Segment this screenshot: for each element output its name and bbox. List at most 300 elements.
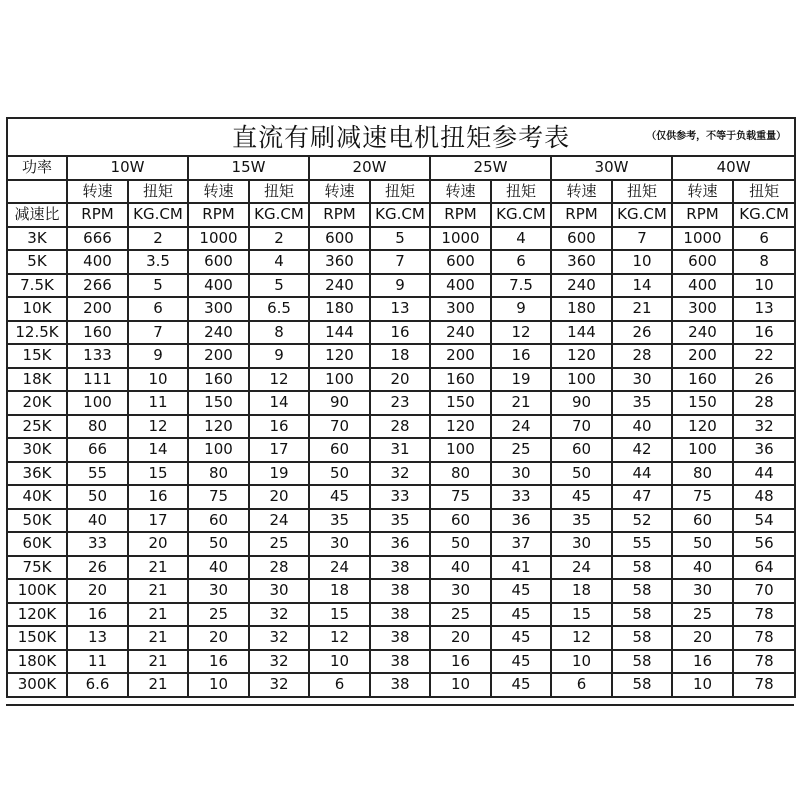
rpm-value-cell: 10 [430,673,491,697]
torque-value-cell: 78 [733,626,795,650]
torque-value-cell: 21 [128,579,188,603]
torque-value-cell: 16 [491,344,551,368]
torque-value-cell: 8 [249,321,309,345]
rpm-value-cell: 360 [309,250,370,274]
torque-value-cell: 23 [370,391,430,415]
rpm-value-cell: 600 [551,227,612,251]
kgcm-unit-cell: KG.CM [612,203,672,227]
rpm-value-cell: 150 [672,391,733,415]
title-cell [7,118,795,156]
rpm-value-cell: 60 [551,438,612,462]
table-row [7,297,795,321]
rpm-value-cell: 400 [672,274,733,298]
rpm-value-cell: 666 [67,227,128,251]
torque-reference-sheet [6,117,794,698]
table-bottom-rule [6,704,794,706]
rpm-value-cell: 30 [551,532,612,556]
rpm-value-cell: 20 [188,626,249,650]
rpm-value-cell: 30 [188,579,249,603]
torque-value-cell: 20 [370,368,430,392]
rpm-value-cell: 40 [430,556,491,580]
torque-value-cell: 2 [249,227,309,251]
torque-value-cell: 31 [370,438,430,462]
rpm-value-cell: 160 [430,368,491,392]
torque-value-cell: 44 [612,462,672,486]
rpm-unit-cell: RPM [188,203,249,227]
table-row [7,556,795,580]
torque-value-cell: 36 [370,532,430,556]
torque-value-cell: 25 [491,438,551,462]
rpm-value-cell: 80 [67,415,128,439]
table-row [7,391,795,415]
rpm-value-cell: 70 [309,415,370,439]
torque-value-cell: 47 [612,485,672,509]
torque-value-cell: 24 [491,415,551,439]
rpm-value-cell: 150 [430,391,491,415]
rpm-unit-cell: RPM [67,203,128,227]
rpm-value-cell: 80 [188,462,249,486]
torque-header-cell: 扭矩 [128,180,188,204]
rpm-value-cell: 50 [551,462,612,486]
kgcm-unit-cell: KG.CM [249,203,309,227]
kgcm-unit-cell: KG.CM [733,203,795,227]
torque-value-cell: 28 [249,556,309,580]
rpm-value-cell: 300 [672,297,733,321]
table-row [7,227,795,251]
rpm-value-cell: 400 [67,250,128,274]
rpm-value-cell: 20 [67,579,128,603]
ratio-cell: 7.5K [7,274,67,298]
rpm-value-cell: 16 [430,650,491,674]
rpm-value-cell: 200 [67,297,128,321]
torque-value-cell: 10 [612,250,672,274]
rpm-value-cell: 240 [551,274,612,298]
ratio-cell: 10K [7,297,67,321]
rpm-value-cell: 240 [188,321,249,345]
torque-value-cell: 15 [128,462,188,486]
torque-value-cell: 14 [128,438,188,462]
torque-header-cell: 扭矩 [733,180,795,204]
torque-value-cell: 21 [491,391,551,415]
ratio-cell: 30K [7,438,67,462]
rpm-value-cell: 10 [672,673,733,697]
torque-value-cell: 28 [370,415,430,439]
rpm-value-cell: 12 [551,626,612,650]
torque-value-cell: 30 [612,368,672,392]
rpm-value-cell: 160 [67,321,128,345]
table-row [7,532,795,556]
rpm-value-cell: 10 [188,673,249,697]
torque-value-cell: 30 [491,462,551,486]
ratio-cell: 75K [7,556,67,580]
rpm-value-cell: 266 [67,274,128,298]
rpm-value-cell: 600 [672,250,733,274]
torque-value-cell: 35 [612,391,672,415]
rpm-value-cell: 200 [188,344,249,368]
rpm-value-cell: 18 [309,579,370,603]
rpm-value-cell: 75 [430,485,491,509]
torque-value-cell: 45 [491,650,551,674]
rpm-value-cell: 111 [67,368,128,392]
table-row [7,250,795,274]
torque-value-cell: 9 [370,274,430,298]
rpm-value-cell: 40 [67,509,128,533]
ratio-cell: 60K [7,532,67,556]
rpm-value-cell: 12 [309,626,370,650]
torque-header-cell: 扭矩 [491,180,551,204]
rpm-value-cell: 18 [551,579,612,603]
torque-value-cell: 56 [733,532,795,556]
rpm-value-cell: 100 [309,368,370,392]
torque-value-cell: 6 [491,250,551,274]
torque-value-cell: 38 [370,579,430,603]
rpm-value-cell: 10 [309,650,370,674]
kgcm-unit-cell: KG.CM [370,203,430,227]
torque-header-cell: 扭矩 [370,180,430,204]
torque-value-cell: 5 [128,274,188,298]
rpm-value-cell: 400 [188,274,249,298]
torque-value-cell: 12 [491,321,551,345]
rpm-value-cell: 50 [309,462,370,486]
blank-header-cell [7,180,67,204]
torque-value-cell: 2 [128,227,188,251]
torque-value-cell: 14 [249,391,309,415]
torque-value-cell: 6 [733,227,795,251]
torque-value-cell: 70 [733,579,795,603]
rpm-value-cell: 360 [551,250,612,274]
rpm-value-cell: 100 [551,368,612,392]
torque-value-cell: 21 [612,297,672,321]
rpm-value-cell: 180 [309,297,370,321]
torque-value-cell: 22 [733,344,795,368]
table-row [7,485,795,509]
torque-value-cell: 58 [612,603,672,627]
rpm-value-cell: 150 [188,391,249,415]
torque-value-cell: 9 [249,344,309,368]
torque-value-cell: 4 [491,227,551,251]
rpm-value-cell: 25 [188,603,249,627]
table-row [7,438,795,462]
torque-value-cell: 17 [128,509,188,533]
rpm-value-cell: 20 [672,626,733,650]
table-row [7,415,795,439]
power-header-cell: 20W [309,156,430,180]
torque-value-cell: 24 [249,509,309,533]
power-label: 功率 [7,156,67,180]
speed-header-cell: 转速 [309,180,370,204]
rpm-value-cell: 25 [672,603,733,627]
rpm-unit-cell: RPM [672,203,733,227]
rpm-value-cell: 180 [551,297,612,321]
table-row [7,368,795,392]
ratio-cell: 120K [7,603,67,627]
torque-value-cell: 48 [733,485,795,509]
torque-value-cell: 36 [733,438,795,462]
rpm-value-cell: 60 [309,438,370,462]
rpm-value-cell: 1000 [672,227,733,251]
ratio-cell: 36K [7,462,67,486]
torque-value-cell: 64 [733,556,795,580]
torque-value-cell: 10 [128,368,188,392]
rpm-value-cell: 100 [188,438,249,462]
table-row [7,274,795,298]
rpm-value-cell: 16 [672,650,733,674]
table-row [7,321,795,345]
rpm-value-cell: 30 [430,579,491,603]
torque-value-cell: 45 [491,579,551,603]
torque-value-cell: 19 [249,462,309,486]
rpm-value-cell: 10 [551,650,612,674]
rpm-value-cell: 45 [551,485,612,509]
rpm-value-cell: 75 [188,485,249,509]
torque-value-cell: 12 [128,415,188,439]
rpm-value-cell: 24 [309,556,370,580]
torque-value-cell: 58 [612,579,672,603]
torque-value-cell: 45 [491,673,551,697]
ratio-cell: 18K [7,368,67,392]
ratio-cell: 40K [7,485,67,509]
rpm-value-cell: 120 [551,344,612,368]
torque-value-cell: 44 [733,462,795,486]
torque-value-cell: 18 [370,344,430,368]
torque-value-cell: 20 [249,485,309,509]
rpm-value-cell: 200 [430,344,491,368]
torque-value-cell: 40 [612,415,672,439]
rpm-value-cell: 50 [188,532,249,556]
power-header-cell: 30W [551,156,672,180]
torque-value-cell: 5 [249,274,309,298]
torque-value-cell: 12 [249,368,309,392]
ratio-cell: 25K [7,415,67,439]
torque-header-cell: 扭矩 [249,180,309,204]
torque-value-cell: 8 [733,250,795,274]
torque-value-cell: 19 [491,368,551,392]
power-header-cell: 25W [430,156,551,180]
rpm-value-cell: 70 [551,415,612,439]
rpm-value-cell: 133 [67,344,128,368]
torque-value-cell: 21 [128,626,188,650]
rpm-value-cell: 35 [551,509,612,533]
torque-value-cell: 4 [249,250,309,274]
torque-value-cell: 20 [128,532,188,556]
ratio-cell: 20K [7,391,67,415]
ratio-cell: 150K [7,626,67,650]
torque-value-cell: 21 [128,650,188,674]
rpm-unit-cell: RPM [551,203,612,227]
torque-value-cell: 42 [612,438,672,462]
rpm-value-cell: 40 [188,556,249,580]
rpm-value-cell: 200 [672,344,733,368]
rpm-value-cell: 16 [188,650,249,674]
torque-value-cell: 58 [612,556,672,580]
torque-value-cell: 13 [733,297,795,321]
torque-value-cell: 14 [612,274,672,298]
rpm-value-cell: 60 [430,509,491,533]
rpm-value-cell: 1000 [188,227,249,251]
torque-value-cell: 38 [370,626,430,650]
torque-value-cell: 7 [370,250,430,274]
rpm-value-cell: 55 [67,462,128,486]
ratio-cell: 12.5K [7,321,67,345]
torque-value-cell: 32 [370,462,430,486]
torque-value-cell: 28 [612,344,672,368]
rpm-value-cell: 100 [67,391,128,415]
rpm-value-cell: 26 [67,556,128,580]
rpm-value-cell: 160 [672,368,733,392]
rpm-value-cell: 50 [67,485,128,509]
rpm-value-cell: 50 [672,532,733,556]
rpm-value-cell: 33 [67,532,128,556]
power-header-cell: 40W [672,156,795,180]
torque-value-cell: 41 [491,556,551,580]
table-row [7,603,795,627]
torque-value-cell: 78 [733,673,795,697]
torque-value-cell: 7.5 [491,274,551,298]
speed-header-cell: 转速 [551,180,612,204]
ratio-cell: 5K [7,250,67,274]
rpm-value-cell: 60 [672,509,733,533]
rpm-value-cell: 300 [430,297,491,321]
torque-value-cell: 25 [249,532,309,556]
rpm-value-cell: 90 [309,391,370,415]
torque-value-cell: 54 [733,509,795,533]
ratio-cell: 15K [7,344,67,368]
torque-value-cell: 30 [249,579,309,603]
table-row [7,626,795,650]
torque-value-cell: 16 [733,321,795,345]
torque-value-cell: 32 [249,603,309,627]
rpm-value-cell: 80 [672,462,733,486]
rpm-value-cell: 30 [309,532,370,556]
torque-value-cell: 35 [370,509,430,533]
torque-value-cell: 78 [733,650,795,674]
rpm-value-cell: 24 [551,556,612,580]
ratio-cell: 180K [7,650,67,674]
torque-value-cell: 32 [733,415,795,439]
torque-value-cell: 16 [370,321,430,345]
torque-value-cell: 33 [491,485,551,509]
rpm-value-cell: 13 [67,626,128,650]
torque-value-cell: 58 [612,626,672,650]
torque-value-cell: 28 [733,391,795,415]
torque-value-cell: 6 [128,297,188,321]
torque-value-cell: 7 [612,227,672,251]
power-header-cell: 10W [67,156,188,180]
torque-value-cell: 32 [249,650,309,674]
speed-header-cell: 转速 [67,180,128,204]
rpm-value-cell: 15 [551,603,612,627]
rpm-value-cell: 15 [309,603,370,627]
rpm-value-cell: 11 [67,650,128,674]
rpm-value-cell: 1000 [430,227,491,251]
torque-value-cell: 21 [128,673,188,697]
rpm-value-cell: 75 [672,485,733,509]
page-title: 直流有刷减速电机扭矩参考表 [232,122,571,152]
torque-value-cell: 37 [491,532,551,556]
torque-table [6,117,796,698]
table-row [7,344,795,368]
torque-value-cell: 45 [491,626,551,650]
torque-value-cell: 9 [491,297,551,321]
torque-value-cell: 38 [370,650,430,674]
torque-value-cell: 5 [370,227,430,251]
speed-header-cell: 转速 [672,180,733,204]
rpm-value-cell: 300 [188,297,249,321]
rpm-value-cell: 6 [551,673,612,697]
rpm-value-cell: 100 [430,438,491,462]
torque-value-cell: 9 [128,344,188,368]
torque-value-cell: 6.5 [249,297,309,321]
rpm-value-cell: 90 [551,391,612,415]
rpm-value-cell: 400 [430,274,491,298]
rpm-value-cell: 80 [430,462,491,486]
torque-value-cell: 21 [128,556,188,580]
rpm-value-cell: 240 [309,274,370,298]
kgcm-unit-cell: KG.CM [491,203,551,227]
torque-value-cell: 38 [370,673,430,697]
ratio-cell: 50K [7,509,67,533]
rpm-value-cell: 600 [309,227,370,251]
torque-value-cell: 16 [249,415,309,439]
torque-value-cell: 52 [612,509,672,533]
rpm-value-cell: 66 [67,438,128,462]
ratio-cell: 3K [7,227,67,251]
rpm-value-cell: 144 [309,321,370,345]
rpm-value-cell: 25 [430,603,491,627]
rpm-value-cell: 160 [188,368,249,392]
torque-value-cell: 78 [733,603,795,627]
torque-value-cell: 11 [128,391,188,415]
torque-value-cell: 55 [612,532,672,556]
rpm-value-cell: 30 [672,579,733,603]
torque-value-cell: 58 [612,673,672,697]
power-header-cell: 15W [188,156,309,180]
torque-value-cell: 21 [128,603,188,627]
rpm-unit-cell: RPM [430,203,491,227]
rpm-value-cell: 16 [67,603,128,627]
torque-value-cell: 32 [249,626,309,650]
ratio-cell: 100K [7,579,67,603]
table-row [7,509,795,533]
rpm-value-cell: 120 [672,415,733,439]
rpm-value-cell: 120 [188,415,249,439]
rpm-value-cell: 6.6 [67,673,128,697]
rpm-value-cell: 120 [430,415,491,439]
ratio-cell: 300K [7,673,67,697]
ratio-label: 减速比 [7,203,67,227]
rpm-unit-cell: RPM [309,203,370,227]
rpm-value-cell: 600 [430,250,491,274]
torque-value-cell: 7 [128,321,188,345]
speed-header-cell: 转速 [188,180,249,204]
torque-header-cell: 扭矩 [612,180,672,204]
torque-value-cell: 26 [612,321,672,345]
rpm-value-cell: 600 [188,250,249,274]
rpm-value-cell: 50 [430,532,491,556]
table-row [7,579,795,603]
rpm-value-cell: 35 [309,509,370,533]
rpm-value-cell: 240 [672,321,733,345]
torque-value-cell: 26 [733,368,795,392]
torque-value-cell: 36 [491,509,551,533]
table-row [7,462,795,486]
rpm-value-cell: 40 [672,556,733,580]
rpm-value-cell: 100 [672,438,733,462]
table-row [7,650,795,674]
rpm-value-cell: 120 [309,344,370,368]
speed-header-cell: 转速 [430,180,491,204]
torque-value-cell: 33 [370,485,430,509]
